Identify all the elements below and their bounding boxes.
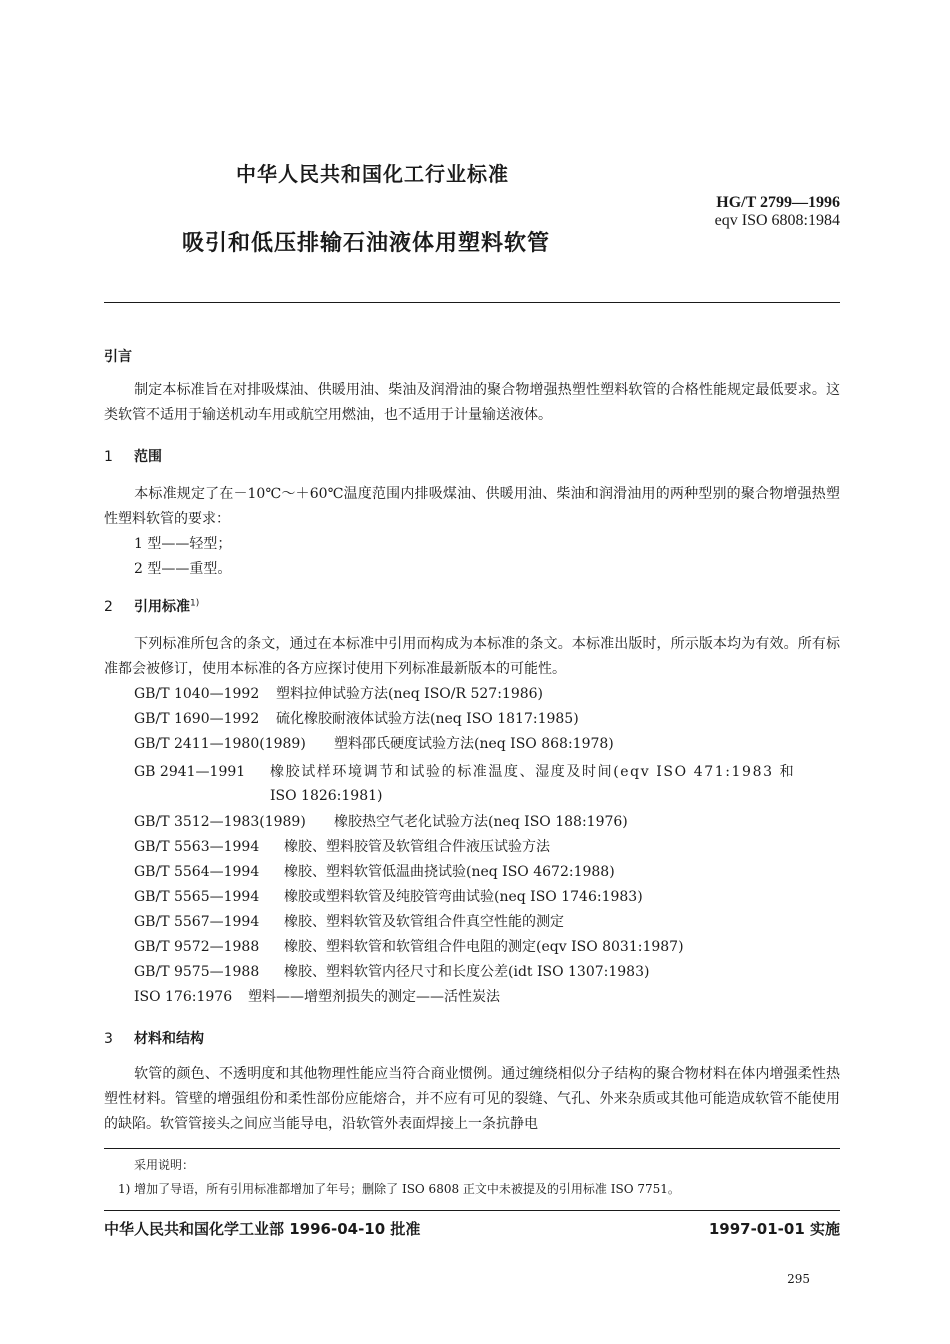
reference-title: 塑料邵氏硬度试验方法(neq ISO 868:1978): [334, 736, 614, 752]
reference-code: GB/T 9572—1988: [134, 939, 260, 955]
section-3-text: 软管的颜色、不透明度和其他物理性能应当符合商业惯例。通过缠绕相似分子结构的聚合物材料在体内增强柔性热塑性材料。管壁的增强组份和柔性部份应能熔合，并不应有可见的裂缝、气孔、外来杂质或其他可能造成软管不能使用的缺陷。软管管接头之间应当能导电，沿软管外表面焊接上一条抗静电: [104, 1066, 840, 1132]
section-2-title: 引用标准: [134, 599, 190, 615]
section-2-text: 下列标准所包含的条文，通过在本标准中引用而构成为本标准的条文。本标准出版时，所示版本均为有效。所有标准都会被修订，使用本标准的各方应探讨使用下列标准最新版本的可能性。: [104, 636, 840, 677]
page-number: 295: [787, 1272, 810, 1286]
reference-item: [134, 682, 543, 707]
reference-item: [134, 860, 615, 885]
reference-title: 橡胶、塑料胶管及软管组合件液压试验方法: [284, 839, 550, 855]
reference-item: [134, 760, 795, 785]
reference-item: [134, 732, 614, 757]
reference-title: 塑料拉伸试验方法(neq ISO/R 527:1986): [276, 686, 544, 702]
section-1-number: 1: [104, 449, 113, 465]
reference-item: [134, 810, 628, 835]
section-1-heading: [104, 446, 162, 466]
document-title: 吸引和低压排输石油液体用塑料软管: [182, 231, 551, 256]
footer-divider: [104, 1210, 840, 1211]
introduction-heading: 引言: [104, 349, 132, 365]
section-3-title: 材料和结构: [134, 1031, 204, 1047]
standard-type-heading: 中华人民共和国化工行业标准: [236, 162, 509, 186]
reference-item: [134, 835, 550, 860]
footnote-text: 1) 增加了导语，所有引用标准都增加了年号；删除了 ISO 6808 正文中未被提及的引用标准 ISO 7751。: [118, 1182, 680, 1196]
section-2-heading: [104, 596, 199, 616]
reference-item: [134, 910, 564, 935]
reference-title: 硫化橡胶耐液体试验方法(neq ISO 1817:1985): [276, 711, 579, 727]
reference-title: 橡胶试样环境调节和试验的标准温度、湿度及时间(eqv ISO 471:1983 和: [270, 764, 796, 780]
reference-title-continuation: ISO 1826:1981): [270, 788, 383, 804]
section-2-paragraph: [104, 632, 840, 682]
reference-code: GB/T 5567—1994: [134, 914, 260, 930]
reference-code: GB/T 1040—1992: [134, 686, 260, 702]
section-1-item-1: 1 型——轻型；: [134, 536, 232, 552]
reference-code: GB/T 5563—1994: [134, 839, 260, 855]
footnote-mark: 1): [190, 598, 200, 609]
approval-statement: 中华人民共和国化学工业部 1996-04-10 批准: [104, 1220, 421, 1238]
reference-code: GB/T 2411—1980(1989): [134, 736, 306, 752]
reference-title: 橡胶或塑料软管及纯胶管弯曲试验(neq ISO 1746:1983): [284, 889, 643, 905]
standard-code-block: [715, 194, 840, 230]
introduction-text: 制定本标准旨在对排吸煤油、供暖用油、柴油及润滑油的聚合物增强热塑性塑料软管的合格性能规定最低要求。这类软管不适用于输送机动车用或航空用燃油，也不适用于计量输送液体。: [104, 382, 840, 423]
reference-item: [134, 885, 643, 910]
reference-code: GB/T 9575—1988: [134, 964, 260, 980]
section-1-text: 本标准规定了在－10℃～＋60℃温度范围内排吸煤油、供暖用油、柴油和润滑油用的两种型别的聚合物增强热塑性塑料软管的要求：: [104, 486, 840, 527]
section-3-heading: [104, 1028, 204, 1048]
header-divider: [104, 302, 840, 303]
section-2-number: 2: [104, 599, 113, 615]
reference-item: [134, 707, 579, 732]
reference-title: 橡胶、塑料软管和软管组合件电阻的测定(eqv ISO 8031:1987): [284, 939, 684, 955]
reference-item: [134, 985, 500, 1010]
section-3-number: 3: [104, 1031, 113, 1047]
reference-code: GB/T 3512—1983(1989): [134, 814, 306, 830]
footnote-label: 采用说明：: [134, 1158, 195, 1172]
section-3-paragraph: [104, 1062, 840, 1137]
reference-title: 橡胶、塑料软管及软管组合件真空性能的测定: [284, 914, 564, 930]
reference-code: ISO 176:1976: [134, 989, 233, 1005]
effective-date: 1997-01-01 实施: [708, 1220, 840, 1238]
reference-code: GB/T 5565—1994: [134, 889, 260, 905]
reference-title: 塑料——增塑剂损失的测定——活性炭法: [248, 989, 500, 1005]
equivalent-standard: eqv ISO 6808:1984: [714, 212, 840, 229]
standard-code: HG/T 2799—1996: [716, 194, 840, 211]
reference-item: [134, 960, 649, 985]
section-1-item-2: 2 型——重型。: [134, 561, 232, 577]
footnote-divider: [104, 1148, 840, 1149]
reference-item: [134, 935, 684, 960]
reference-title: 橡胶热空气老化试验方法(neq ISO 188:1976): [334, 814, 628, 830]
reference-title: 橡胶、塑料软管低温曲挠试验(neq ISO 4672:1988): [284, 864, 615, 880]
reference-code: GB/T 5564—1994: [134, 864, 260, 880]
introduction-paragraph: [104, 378, 840, 428]
reference-code: GB 2941—1991: [134, 764, 246, 780]
section-1-title: 范围: [134, 449, 162, 465]
section-1-paragraph: [104, 482, 840, 532]
reference-code: GB/T 1690—1992: [134, 711, 260, 727]
reference-title: 橡胶、塑料软管内径尺寸和长度公差(idt ISO 1307:1983): [284, 964, 650, 980]
